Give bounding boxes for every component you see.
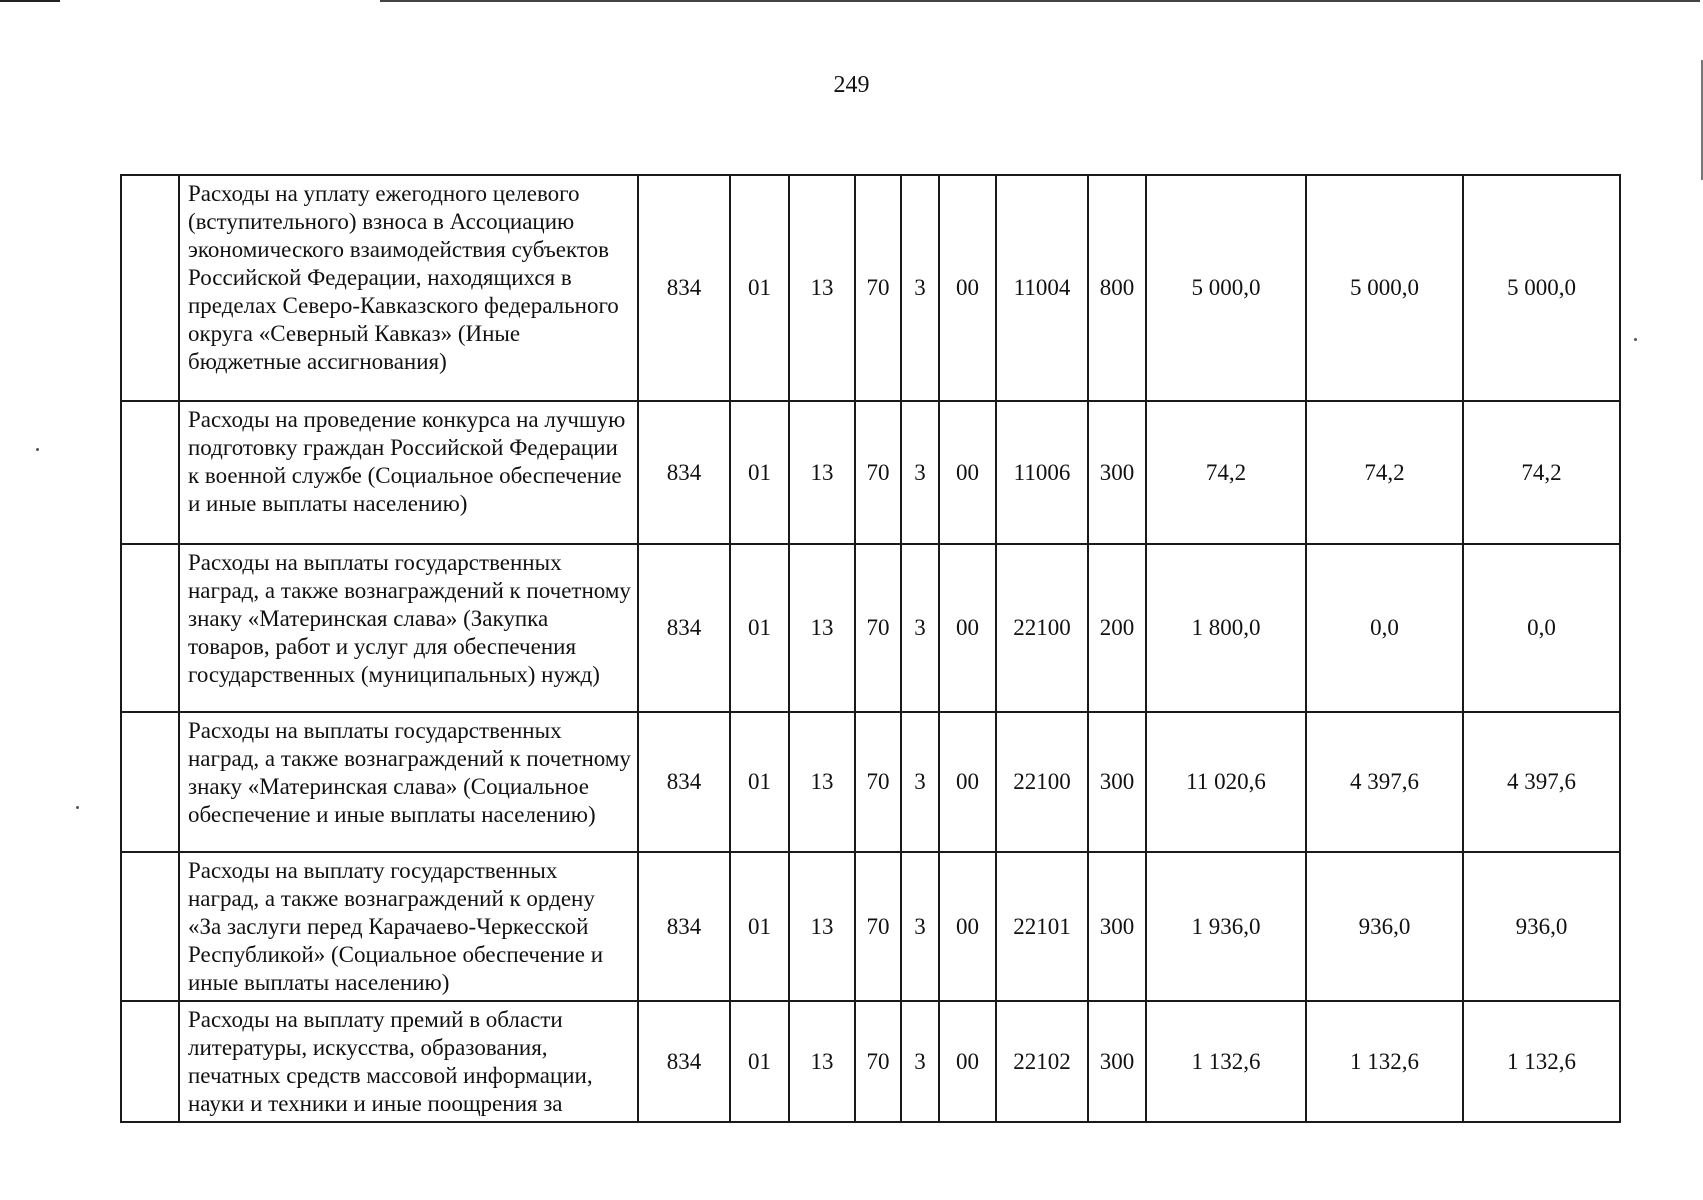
amount-year-3: 4 397,6 [1463,712,1620,852]
scan-artifact-line [0,0,60,2]
main-event-code: 00 [939,401,996,544]
direction-code: 22100 [996,712,1088,852]
ministry-code: 834 [638,712,730,852]
program-code: 70 [855,401,901,544]
table-row [121,712,1620,852]
program-code: 70 [855,544,901,712]
page-number: 249 [833,72,870,98]
main-event-code: 00 [939,1001,996,1122]
scan-artifact-line [380,0,1700,2]
ministry-code: 834 [638,175,730,401]
subprogram-code: 3 [901,712,939,852]
scan-speck [36,448,39,451]
amount-year-3: 0,0 [1463,544,1620,712]
row-description: Расходы на выплату государственных наград, а также вознаграждений к ордену «За заслуги перед Карачаево-Черкесской Республикой» (Социальное обеспечение и иные выплаты населению) [179,852,638,1001]
subsection-code: 13 [789,175,855,401]
amount-year-1: 5 000,0 [1146,175,1306,401]
table-row [121,544,1620,712]
row-description: Расходы на выплаты государственных наград, а также вознаграждений к почетному знаку «Материнская слава» (Социальное обеспечение и иные выплаты населению) [179,712,638,852]
amount-year-2: 5 000,0 [1306,175,1463,401]
amount-year-2: 1 132,6 [1306,1001,1463,1122]
amount-year-3: 1 132,6 [1463,1001,1620,1122]
section-code: 01 [730,712,789,852]
main-event-code: 00 [939,175,996,401]
main-event-code: 00 [939,852,996,1001]
amount-year-1: 1 800,0 [1146,544,1306,712]
amount-year-3: 74,2 [1463,401,1620,544]
amount-year-1: 1 936,0 [1146,852,1306,1001]
row-number-cell [121,544,179,712]
expense-type-code: 300 [1088,852,1146,1001]
row-number-cell [121,1001,179,1122]
expense-type-code: 800 [1088,175,1146,401]
subsection-code: 13 [789,544,855,712]
row-number-cell [121,712,179,852]
subsection-code: 13 [789,852,855,1001]
ministry-code: 834 [638,1001,730,1122]
program-code: 70 [855,1001,901,1122]
direction-code: 11004 [996,175,1088,401]
subprogram-code: 3 [901,175,939,401]
subprogram-code: 3 [901,401,939,544]
expense-type-code: 300 [1088,401,1146,544]
row-description: Расходы на уплату ежегодного целевого (вступительного) взноса в Ассоциацию экономического взаимодействия субъектов Российской Федерации, находящихся в пределах Северо-Кавказского федерального округа «Северный Кавказ» (Иные бюджетные ассигнования) [179,175,638,401]
ministry-code: 834 [638,544,730,712]
row-description: Расходы на выплату премий в области литературы, искусства, образования, печатных средств массовой информации, науки и техники и иные поощрения за [179,1001,638,1122]
amount-year-2: 0,0 [1306,544,1463,712]
row-description: Расходы на выплаты государственных наград, а также вознаграждений к почетному знаку «Материнская слава» (Закупка товаров, работ и услуг для обеспечения государственных (муниципальных) нужд) [179,544,638,712]
subsection-code: 13 [789,1001,855,1122]
subprogram-code: 3 [901,852,939,1001]
program-code: 70 [855,852,901,1001]
expense-type-code: 300 [1088,712,1146,852]
program-code: 70 [855,712,901,852]
amount-year-1: 1 132,6 [1146,1001,1306,1122]
row-description: Расходы на проведение конкурса на лучшую подготовку граждан Российской Федерации к военной службе (Социальное обеспечение и иные выплаты населению) [179,401,638,544]
amount-year-2: 936,0 [1306,852,1463,1001]
section-code: 01 [730,852,789,1001]
expense-type-code: 200 [1088,544,1146,712]
budget-table [120,174,1621,1123]
direction-code: 22100 [996,544,1088,712]
row-number-cell [121,852,179,1001]
amount-year-2: 4 397,6 [1306,712,1463,852]
section-code: 01 [730,544,789,712]
program-code: 70 [855,175,901,401]
direction-code: 22101 [996,852,1088,1001]
section-code: 01 [730,401,789,544]
section-code: 01 [730,175,789,401]
table-row [121,852,1620,1001]
amount-year-3: 936,0 [1463,852,1620,1001]
subprogram-code: 3 [901,544,939,712]
subsection-code: 13 [789,712,855,852]
ministry-code: 834 [638,852,730,1001]
table-row [121,401,1620,544]
subsection-code: 13 [789,401,855,544]
amount-year-3: 5 000,0 [1463,175,1620,401]
amount-year-1: 11 020,6 [1146,712,1306,852]
amount-year-1: 74,2 [1146,401,1306,544]
main-event-code: 00 [939,712,996,852]
scan-speck [1634,338,1637,341]
row-number-cell [121,401,179,544]
table-row [121,175,1620,401]
direction-code: 22102 [996,1001,1088,1122]
subprogram-code: 3 [901,1001,939,1122]
expense-type-code: 300 [1088,1001,1146,1122]
row-number-cell [121,175,179,401]
direction-code: 11006 [996,401,1088,544]
ministry-code: 834 [638,401,730,544]
section-code: 01 [730,1001,789,1122]
table-row [121,1001,1620,1122]
main-event-code: 00 [939,544,996,712]
amount-year-2: 74,2 [1306,401,1463,544]
scan-speck [76,806,79,809]
